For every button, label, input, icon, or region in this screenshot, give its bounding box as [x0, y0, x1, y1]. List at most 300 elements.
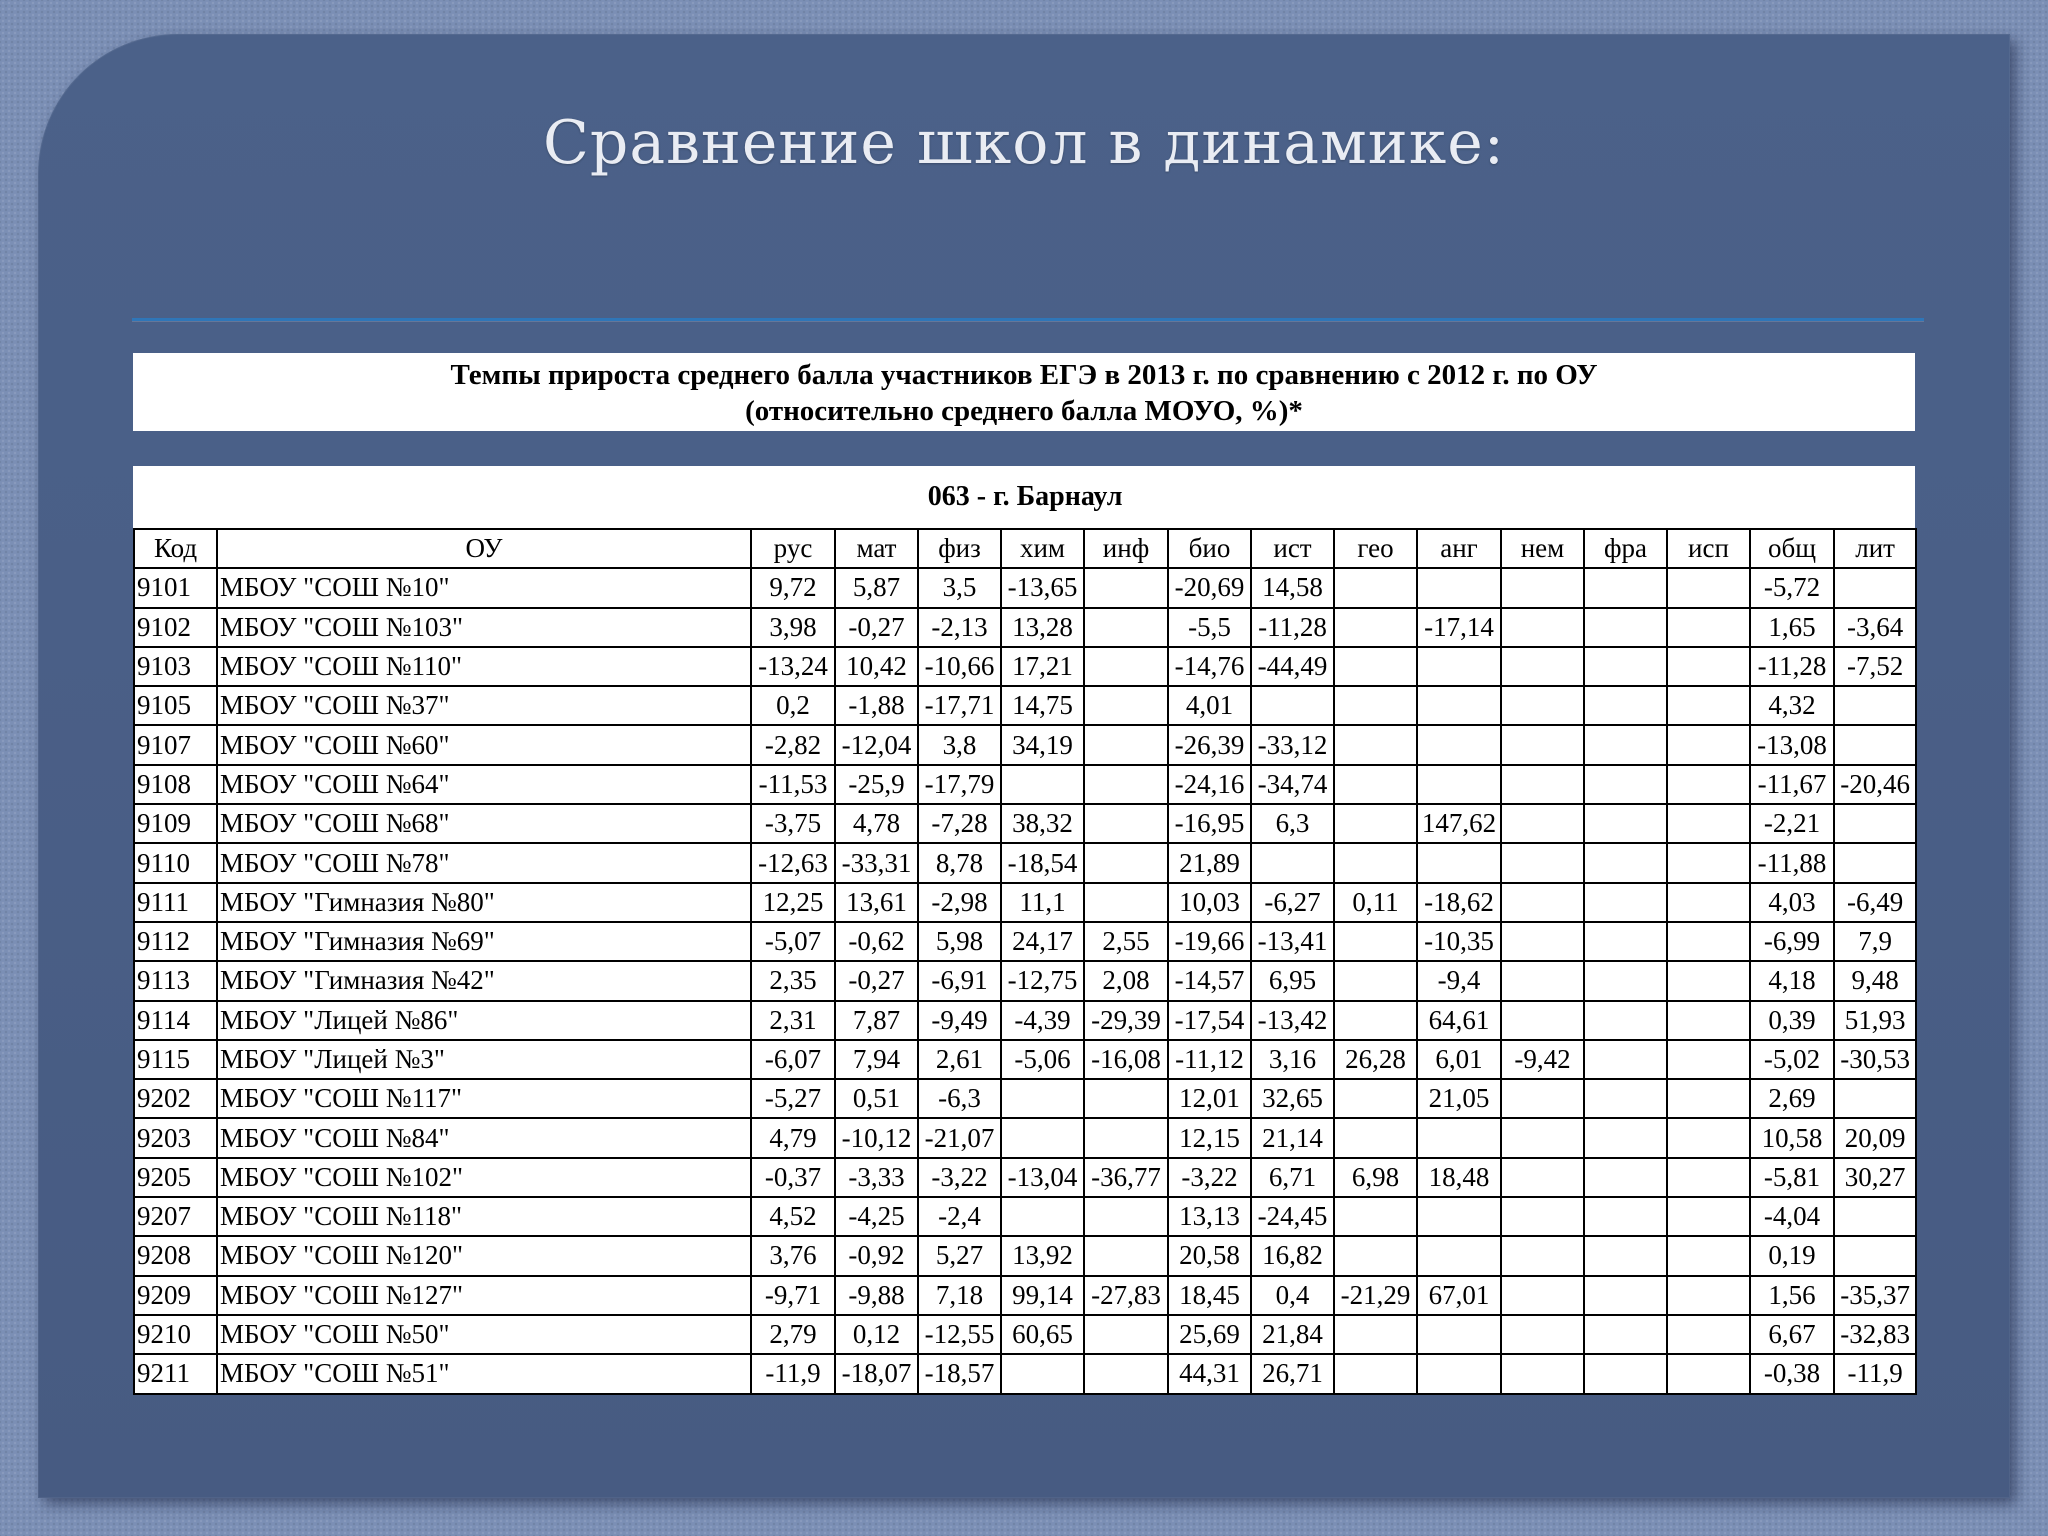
- value-cell: [1501, 608, 1584, 647]
- school-code-cell: 9111: [134, 883, 217, 922]
- value-cell: -36,77: [1084, 1158, 1168, 1197]
- value-cell: 26,28: [1334, 1040, 1417, 1079]
- school-name-cell: МБОУ "Лицей №3": [217, 1040, 751, 1079]
- value-cell: -17,54: [1168, 1001, 1251, 1040]
- value-cell: [1584, 725, 1667, 764]
- value-cell: -20,69: [1168, 568, 1251, 607]
- value-cell: [1667, 883, 1750, 922]
- value-cell: -0,92: [835, 1236, 918, 1275]
- value-cell: 3,8: [918, 725, 1001, 764]
- value-cell: [1834, 1079, 1916, 1118]
- value-cell: [1584, 686, 1667, 725]
- value-cell: 12,25: [751, 883, 835, 922]
- value-cell: 4,78: [835, 804, 918, 843]
- school-code-cell: 9105: [134, 686, 217, 725]
- value-cell: [1417, 1315, 1501, 1354]
- value-cell: [1501, 804, 1584, 843]
- value-cell: 3,98: [751, 608, 835, 647]
- school-name-cell: МБОУ "СОШ №102": [217, 1158, 751, 1197]
- value-cell: -12,04: [835, 725, 918, 764]
- value-cell: [1501, 1236, 1584, 1275]
- value-cell: [1334, 804, 1417, 843]
- value-cell: -5,5: [1168, 608, 1251, 647]
- value-cell: 67,01: [1417, 1276, 1501, 1315]
- value-cell: -13,04: [1001, 1158, 1084, 1197]
- table-row: [134, 1158, 1916, 1197]
- value-cell: [1667, 608, 1750, 647]
- value-cell: 25,69: [1168, 1315, 1251, 1354]
- value-cell: 6,01: [1417, 1040, 1501, 1079]
- value-cell: [1084, 1118, 1168, 1157]
- value-cell: [1084, 725, 1168, 764]
- value-cell: -11,12: [1168, 1040, 1251, 1079]
- value-cell: 4,79: [751, 1118, 835, 1157]
- column-header: общ: [1750, 529, 1834, 568]
- value-cell: -2,4: [918, 1197, 1001, 1236]
- school-code-cell: 9108: [134, 765, 217, 804]
- value-cell: 0,4: [1251, 1276, 1334, 1315]
- value-cell: [1584, 1354, 1667, 1393]
- value-cell: [1501, 1315, 1584, 1354]
- value-cell: -9,4: [1417, 961, 1501, 1000]
- value-cell: [1834, 686, 1916, 725]
- value-cell: -12,75: [1001, 961, 1084, 1000]
- value-cell: -16,08: [1084, 1040, 1168, 1079]
- value-cell: 7,9: [1834, 922, 1916, 961]
- value-cell: [1417, 725, 1501, 764]
- value-cell: -34,74: [1251, 765, 1334, 804]
- value-cell: -0,37: [751, 1158, 835, 1197]
- value-cell: [1584, 1001, 1667, 1040]
- column-header: рус: [751, 529, 835, 568]
- value-cell: -11,88: [1750, 843, 1834, 882]
- value-cell: -21,29: [1334, 1276, 1417, 1315]
- table-body: [134, 568, 1916, 1393]
- table-row: [134, 804, 1916, 843]
- value-cell: 30,27: [1834, 1158, 1916, 1197]
- table-row: [134, 1040, 1916, 1079]
- value-cell: [1084, 686, 1168, 725]
- value-cell: [1584, 843, 1667, 882]
- value-cell: [1251, 686, 1334, 725]
- table-row: [134, 1001, 1916, 1040]
- value-cell: [1251, 843, 1334, 882]
- header-row: [134, 529, 1916, 568]
- value-cell: [1584, 608, 1667, 647]
- value-cell: 0,19: [1750, 1236, 1834, 1275]
- value-cell: 14,75: [1001, 686, 1084, 725]
- school-name-cell: МБОУ "СОШ №64": [217, 765, 751, 804]
- school-code-cell: 9211: [134, 1354, 217, 1393]
- value-cell: -11,28: [1750, 647, 1834, 686]
- value-cell: [1334, 686, 1417, 725]
- value-cell: -3,22: [1168, 1158, 1251, 1197]
- value-cell: [1417, 1118, 1501, 1157]
- value-cell: [1667, 725, 1750, 764]
- results-table-container: [133, 466, 1915, 1395]
- table-row: [134, 961, 1916, 1000]
- value-cell: [1501, 647, 1584, 686]
- value-cell: 21,05: [1417, 1079, 1501, 1118]
- table-row: [134, 568, 1916, 607]
- value-cell: 14,58: [1251, 568, 1334, 607]
- value-cell: 5,98: [918, 922, 1001, 961]
- value-cell: [1667, 1354, 1750, 1393]
- value-cell: 18,45: [1168, 1276, 1251, 1315]
- value-cell: 1,56: [1750, 1276, 1834, 1315]
- column-header: ОУ: [217, 529, 751, 568]
- value-cell: 0,12: [835, 1315, 918, 1354]
- value-cell: [1501, 765, 1584, 804]
- value-cell: -4,39: [1001, 1001, 1084, 1040]
- value-cell: -14,57: [1168, 961, 1251, 1000]
- value-cell: [1584, 1315, 1667, 1354]
- value-cell: 6,98: [1334, 1158, 1417, 1197]
- value-cell: 0,51: [835, 1079, 918, 1118]
- value-cell: [1667, 804, 1750, 843]
- school-name-cell: МБОУ "СОШ №110": [217, 647, 751, 686]
- value-cell: 10,42: [835, 647, 918, 686]
- value-cell: [1667, 568, 1750, 607]
- table-row: [134, 1197, 1916, 1236]
- school-code-cell: 9207: [134, 1197, 217, 1236]
- value-cell: -5,81: [1750, 1158, 1834, 1197]
- school-name-cell: МБОУ "СОШ №10": [217, 568, 751, 607]
- value-cell: 4,01: [1168, 686, 1251, 725]
- value-cell: -5,72: [1750, 568, 1834, 607]
- value-cell: 2,79: [751, 1315, 835, 1354]
- value-cell: -6,99: [1750, 922, 1834, 961]
- value-cell: -7,52: [1834, 647, 1916, 686]
- value-cell: [1501, 725, 1584, 764]
- value-cell: 26,71: [1251, 1354, 1334, 1393]
- value-cell: -0,38: [1750, 1354, 1834, 1393]
- column-header: лит: [1834, 529, 1916, 568]
- value-cell: [1667, 686, 1750, 725]
- column-header: анг: [1417, 529, 1501, 568]
- value-cell: 20,58: [1168, 1236, 1251, 1275]
- value-cell: [1417, 1354, 1501, 1393]
- value-cell: [1084, 647, 1168, 686]
- value-cell: -5,27: [751, 1079, 835, 1118]
- value-cell: [1667, 647, 1750, 686]
- school-name-cell: МБОУ "СОШ №118": [217, 1197, 751, 1236]
- value-cell: -7,28: [918, 804, 1001, 843]
- value-cell: -12,63: [751, 843, 835, 882]
- value-cell: [1084, 1236, 1168, 1275]
- school-name-cell: МБОУ "Гимназия №69": [217, 922, 751, 961]
- value-cell: 18,48: [1417, 1158, 1501, 1197]
- title-divider: [132, 318, 1924, 321]
- region-row: [134, 466, 1916, 529]
- value-cell: 12,01: [1168, 1079, 1251, 1118]
- value-cell: [1667, 922, 1750, 961]
- value-cell: [1417, 686, 1501, 725]
- value-cell: [1001, 1197, 1084, 1236]
- value-cell: -6,3: [918, 1079, 1001, 1118]
- value-cell: [1334, 1197, 1417, 1236]
- value-cell: [1334, 961, 1417, 1000]
- value-cell: 20,09: [1834, 1118, 1916, 1157]
- school-name-cell: МБОУ "СОШ №37": [217, 686, 751, 725]
- region-title: 063 - г. Барнаул: [134, 466, 1916, 529]
- value-cell: -9,49: [918, 1001, 1001, 1040]
- value-cell: 21,14: [1251, 1118, 1334, 1157]
- column-header: нем: [1501, 529, 1584, 568]
- value-cell: [1417, 1197, 1501, 1236]
- value-cell: 99,14: [1001, 1276, 1084, 1315]
- school-name-cell: МБОУ "СОШ №78": [217, 843, 751, 882]
- column-header: Код: [134, 529, 217, 568]
- column-header: ист: [1251, 529, 1334, 568]
- value-cell: 3,76: [751, 1236, 835, 1275]
- value-cell: 0,2: [751, 686, 835, 725]
- value-cell: -0,27: [835, 608, 918, 647]
- value-cell: [1834, 725, 1916, 764]
- value-cell: 5,27: [918, 1236, 1001, 1275]
- column-header: хим: [1001, 529, 1084, 568]
- column-header: фра: [1584, 529, 1667, 568]
- value-cell: 147,62: [1417, 804, 1501, 843]
- value-cell: 51,93: [1834, 1001, 1916, 1040]
- value-cell: -13,41: [1251, 922, 1334, 961]
- value-cell: [1584, 804, 1667, 843]
- value-cell: [1667, 1158, 1750, 1197]
- value-cell: 2,08: [1084, 961, 1168, 1000]
- value-cell: [1584, 568, 1667, 607]
- value-cell: [1501, 1197, 1584, 1236]
- value-cell: [1001, 1079, 1084, 1118]
- value-cell: 34,19: [1001, 725, 1084, 764]
- value-cell: -3,75: [751, 804, 835, 843]
- value-cell: 17,21: [1001, 647, 1084, 686]
- value-cell: -29,39: [1084, 1001, 1168, 1040]
- value-cell: 13,28: [1001, 608, 1084, 647]
- value-cell: -2,13: [918, 608, 1001, 647]
- value-cell: -25,9: [835, 765, 918, 804]
- school-code-cell: 9115: [134, 1040, 217, 1079]
- value-cell: [1584, 883, 1667, 922]
- table-row: [134, 725, 1916, 764]
- table-row: [134, 1236, 1916, 1275]
- value-cell: [1334, 1079, 1417, 1118]
- value-cell: -9,88: [835, 1276, 918, 1315]
- value-cell: -32,83: [1834, 1315, 1916, 1354]
- value-cell: -9,42: [1501, 1040, 1584, 1079]
- value-cell: 4,52: [751, 1197, 835, 1236]
- value-cell: [1834, 804, 1916, 843]
- caption-line-2: (относительно среднего балла МОУО, %)*: [745, 395, 1303, 427]
- value-cell: [1084, 804, 1168, 843]
- table-row: [134, 647, 1916, 686]
- school-name-cell: МБОУ "СОШ №50": [217, 1315, 751, 1354]
- school-code-cell: 9109: [134, 804, 217, 843]
- value-cell: -11,67: [1750, 765, 1834, 804]
- value-cell: [1501, 1354, 1584, 1393]
- value-cell: [1501, 961, 1584, 1000]
- value-cell: 6,67: [1750, 1315, 1834, 1354]
- value-cell: -18,62: [1417, 883, 1501, 922]
- value-cell: -35,37: [1834, 1276, 1916, 1315]
- school-code-cell: 9209: [134, 1276, 217, 1315]
- value-cell: -44,49: [1251, 647, 1334, 686]
- value-cell: -5,06: [1001, 1040, 1084, 1079]
- value-cell: -13,24: [751, 647, 835, 686]
- value-cell: [1584, 1197, 1667, 1236]
- value-cell: [1667, 765, 1750, 804]
- table-row: [134, 1354, 1916, 1393]
- value-cell: -9,71: [751, 1276, 835, 1315]
- value-cell: 4,18: [1750, 961, 1834, 1000]
- column-header: физ: [918, 529, 1001, 568]
- value-cell: -3,33: [835, 1158, 918, 1197]
- value-cell: 10,58: [1750, 1118, 1834, 1157]
- value-cell: [1501, 1001, 1584, 1040]
- value-cell: [1501, 1276, 1584, 1315]
- value-cell: [1584, 1040, 1667, 1079]
- value-cell: [1667, 1315, 1750, 1354]
- value-cell: -5,02: [1750, 1040, 1834, 1079]
- value-cell: 6,3: [1251, 804, 1334, 843]
- value-cell: [1084, 1354, 1168, 1393]
- value-cell: [1667, 1001, 1750, 1040]
- value-cell: -27,83: [1084, 1276, 1168, 1315]
- school-name-cell: МБОУ "СОШ №103": [217, 608, 751, 647]
- school-code-cell: 9103: [134, 647, 217, 686]
- value-cell: -24,45: [1251, 1197, 1334, 1236]
- value-cell: 13,61: [835, 883, 918, 922]
- value-cell: 7,87: [835, 1001, 918, 1040]
- value-cell: 3,5: [918, 568, 1001, 607]
- school-name-cell: МБОУ "СОШ №84": [217, 1118, 751, 1157]
- value-cell: -11,9: [1834, 1354, 1916, 1393]
- value-cell: -16,95: [1168, 804, 1251, 843]
- school-code-cell: 9112: [134, 922, 217, 961]
- caption-line-1: Темпы прироста среднего балла участников ЕГЭ в 2013 г. по сравнению с 2012 г. по ОУ: [450, 359, 1598, 391]
- value-cell: -24,16: [1168, 765, 1251, 804]
- value-cell: 2,61: [918, 1040, 1001, 1079]
- value-cell: -30,53: [1834, 1040, 1916, 1079]
- value-cell: [1667, 1236, 1750, 1275]
- value-cell: 64,61: [1417, 1001, 1501, 1040]
- value-cell: 1,65: [1750, 608, 1834, 647]
- value-cell: [1334, 725, 1417, 764]
- value-cell: [1084, 608, 1168, 647]
- value-cell: [1334, 568, 1417, 607]
- value-cell: [1501, 843, 1584, 882]
- value-cell: -12,55: [918, 1315, 1001, 1354]
- value-cell: -3,22: [918, 1158, 1001, 1197]
- value-cell: 21,84: [1251, 1315, 1334, 1354]
- value-cell: -6,07: [751, 1040, 835, 1079]
- value-cell: -2,98: [918, 883, 1001, 922]
- value-cell: 13,13: [1168, 1197, 1251, 1236]
- value-cell: -17,79: [918, 765, 1001, 804]
- column-header: инф: [1084, 529, 1168, 568]
- value-cell: 6,95: [1251, 961, 1334, 1000]
- value-cell: [1584, 647, 1667, 686]
- value-cell: [1584, 1276, 1667, 1315]
- school-code-cell: 9102: [134, 608, 217, 647]
- value-cell: -13,42: [1251, 1001, 1334, 1040]
- value-cell: [1001, 1354, 1084, 1393]
- value-cell: -11,53: [751, 765, 835, 804]
- value-cell: [1667, 843, 1750, 882]
- value-cell: [1834, 1197, 1916, 1236]
- value-cell: [1334, 1236, 1417, 1275]
- table-row: [134, 765, 1916, 804]
- value-cell: [1417, 1236, 1501, 1275]
- value-cell: -6,91: [918, 961, 1001, 1000]
- school-code-cell: 9205: [134, 1158, 217, 1197]
- school-name-cell: МБОУ "СОШ №127": [217, 1276, 751, 1315]
- value-cell: -18,54: [1001, 843, 1084, 882]
- value-cell: 6,71: [1251, 1158, 1334, 1197]
- value-cell: [1417, 843, 1501, 882]
- table-row: [134, 1079, 1916, 1118]
- value-cell: [1584, 1079, 1667, 1118]
- value-cell: -14,76: [1168, 647, 1251, 686]
- value-cell: [1334, 608, 1417, 647]
- column-header: мат: [835, 529, 918, 568]
- value-cell: 9,48: [1834, 961, 1916, 1000]
- school-code-cell: 9113: [134, 961, 217, 1000]
- value-cell: [1501, 1158, 1584, 1197]
- value-cell: [1501, 686, 1584, 725]
- school-name-cell: МБОУ "СОШ №60": [217, 725, 751, 764]
- school-code-cell: 9114: [134, 1001, 217, 1040]
- value-cell: [1667, 1197, 1750, 1236]
- value-cell: -20,46: [1834, 765, 1916, 804]
- table-row: [134, 1276, 1916, 1315]
- value-cell: [1334, 765, 1417, 804]
- value-cell: 32,65: [1251, 1079, 1334, 1118]
- school-code-cell: 9107: [134, 725, 217, 764]
- value-cell: [1417, 765, 1501, 804]
- value-cell: [1834, 843, 1916, 882]
- value-cell: -5,07: [751, 922, 835, 961]
- value-cell: 16,82: [1251, 1236, 1334, 1275]
- value-cell: 0,11: [1334, 883, 1417, 922]
- value-cell: -11,9: [751, 1354, 835, 1393]
- table-row: [134, 1118, 1916, 1157]
- value-cell: 2,35: [751, 961, 835, 1000]
- value-cell: -13,08: [1750, 725, 1834, 764]
- school-name-cell: МБОУ "Гимназия №80": [217, 883, 751, 922]
- school-name-cell: МБОУ "Гимназия №42": [217, 961, 751, 1000]
- value-cell: -17,71: [918, 686, 1001, 725]
- school-code-cell: 9210: [134, 1315, 217, 1354]
- value-cell: [1501, 1079, 1584, 1118]
- value-cell: -13,65: [1001, 568, 1084, 607]
- value-cell: [1584, 922, 1667, 961]
- value-cell: [1501, 568, 1584, 607]
- table-caption: [133, 353, 1915, 431]
- value-cell: 2,55: [1084, 922, 1168, 961]
- table-row: [134, 608, 1916, 647]
- value-cell: -0,62: [835, 922, 918, 961]
- value-cell: -10,66: [918, 647, 1001, 686]
- value-cell: [1084, 765, 1168, 804]
- value-cell: [1834, 1236, 1916, 1275]
- value-cell: 38,32: [1001, 804, 1084, 843]
- value-cell: [1501, 1118, 1584, 1157]
- column-header: био: [1168, 529, 1251, 568]
- school-code-cell: 9101: [134, 568, 217, 607]
- table-row: [134, 922, 1916, 961]
- value-cell: 13,92: [1001, 1236, 1084, 1275]
- value-cell: [1584, 1236, 1667, 1275]
